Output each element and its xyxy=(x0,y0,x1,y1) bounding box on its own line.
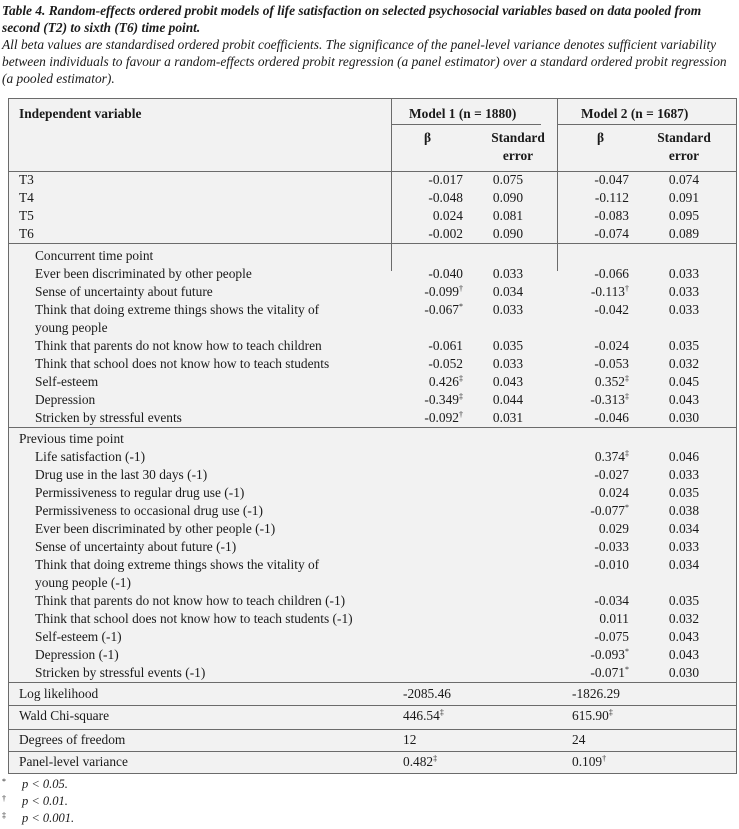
model-1-beta: -0.002 xyxy=(428,226,463,241)
table-row xyxy=(9,409,736,427)
row-label: Think that parents do not know how to teach children xyxy=(35,338,322,353)
model-1-se: 0.090 xyxy=(492,226,524,241)
summary-label: Panel-level variance xyxy=(19,754,128,769)
summary-label: Degrees of freedom xyxy=(19,732,126,747)
model-2-beta: 0.374‡ xyxy=(594,449,629,464)
model-2-beta: -0.083 xyxy=(594,208,629,223)
section-heading: Previous time point xyxy=(19,431,124,446)
model-2-se: 0.034 xyxy=(668,521,700,536)
model-2-beta: -0.074 xyxy=(594,226,629,241)
model-2-beta: -0.071* xyxy=(590,665,629,680)
model-1-underline xyxy=(391,124,541,125)
model-1-value: -2085.46 xyxy=(403,686,451,701)
row-label: T5 xyxy=(19,208,34,223)
row-label: Stricken by stressful events (-1) xyxy=(35,665,206,680)
significance-mark: † xyxy=(459,284,463,293)
row-label: Permissiveness to regular drug use (-1) xyxy=(35,485,245,500)
significance-mark: † xyxy=(625,284,629,293)
model-2-value: 615.90‡ xyxy=(572,708,613,723)
table-row xyxy=(9,484,736,502)
table-row xyxy=(9,466,736,484)
row-label: Depression xyxy=(35,392,96,407)
model-2-beta: -0.047 xyxy=(594,172,629,187)
model-2-se: 0.033 xyxy=(668,467,700,482)
model-2-se: 0.089 xyxy=(668,226,700,241)
model-2-se: 0.032 xyxy=(668,611,700,626)
model-1-beta: -0.040 xyxy=(428,266,463,281)
table-row xyxy=(9,610,736,628)
model-2-underline xyxy=(557,124,736,125)
model-2-beta: 0.024 xyxy=(598,485,629,500)
model-2-se: 0.091 xyxy=(668,190,700,205)
model-2-se: 0.043 xyxy=(668,647,700,662)
model-1-se: 0.031 xyxy=(492,410,524,425)
summary-row xyxy=(9,731,736,749)
model-2-se: 0.035 xyxy=(668,593,700,608)
model-2-value: -1826.29 xyxy=(572,686,620,701)
header-separator xyxy=(9,171,736,172)
table-caption xyxy=(2,2,737,87)
row-label: T3 xyxy=(19,172,34,187)
significance-mark: ‡ xyxy=(439,708,444,717)
model-1-value: 446.54‡ xyxy=(403,708,444,723)
table-row xyxy=(9,265,736,283)
header-model-1: Model 1 (n = 1880) xyxy=(409,106,517,121)
model-2-se: 0.032 xyxy=(668,356,700,371)
model-1-se: 0.033 xyxy=(492,356,524,371)
row-label: Depression (-1) xyxy=(35,647,119,662)
header-se-2-line2: error xyxy=(668,148,700,163)
summary-separator xyxy=(9,682,736,683)
summary-row xyxy=(9,685,736,703)
row-label: Think that doing extreme things shows the vitality of xyxy=(35,302,320,317)
footnote-symbol: † xyxy=(2,794,6,803)
table-row-continuation xyxy=(9,319,736,337)
footnote-text: p < 0.001. xyxy=(22,811,75,825)
summary-separator xyxy=(9,751,736,752)
table-note: All beta values are standardised ordered probit coefficients. The significance of the panel-level variance denotes sufficient variability between individuals to favour a random-effects ordered probit regression (a panel estimator) over a standard ordered probit regression (a pooled estimator). xyxy=(2,37,727,86)
header-se-1-line2: error xyxy=(502,148,534,163)
table-row xyxy=(9,448,736,466)
model-1-se: 0.081 xyxy=(492,208,524,223)
model-2-beta: 0.029 xyxy=(598,521,629,536)
row-label: T4 xyxy=(19,190,34,205)
model-2-beta: -0.113† xyxy=(590,284,629,299)
header-beta-1: β xyxy=(424,130,432,145)
table-row xyxy=(9,502,736,520)
row-label: Sense of uncertainty about future xyxy=(35,284,213,299)
model-2-se: 0.033 xyxy=(668,266,700,281)
model-1-beta: -0.048 xyxy=(428,190,463,205)
row-label: Think that parents do not know how to teach children (-1) xyxy=(35,593,346,608)
model-2-beta: 0.011 xyxy=(599,611,629,626)
results-table xyxy=(8,98,737,774)
significance-mark: ‡ xyxy=(459,392,463,401)
model-1-beta: -0.092† xyxy=(424,410,463,425)
model-1-value: 12 xyxy=(403,732,417,747)
table-row-continuation xyxy=(9,574,736,592)
significance-mark: ‡ xyxy=(433,754,438,763)
header-se-1: Standard xyxy=(491,130,545,145)
significance-mark: ‡ xyxy=(608,708,613,717)
model-1-se: 0.033 xyxy=(492,266,524,281)
model-2-se: 0.034 xyxy=(668,557,700,572)
model-2-se: 0.030 xyxy=(668,665,700,680)
model-2-se: 0.045 xyxy=(668,374,700,389)
model-2-se: 0.043 xyxy=(668,392,700,407)
model-2-se: 0.095 xyxy=(668,208,700,223)
table-row xyxy=(9,520,736,538)
row-label: Ever been discriminated by other people (-1) xyxy=(35,521,276,536)
row-label: Think that school does not know how to teach students (-1) xyxy=(35,611,353,626)
row-label-continued: young people (-1) xyxy=(35,575,131,590)
model-1-se: 0.043 xyxy=(492,374,524,389)
row-label: Self-esteem xyxy=(35,374,99,389)
model-2-value: 24 xyxy=(572,732,586,747)
table-row xyxy=(9,355,736,373)
header-model-2: Model 2 (n = 1687) xyxy=(581,106,689,121)
header-beta-2: β xyxy=(597,130,605,145)
model-1-beta: -0.349‡ xyxy=(424,392,463,407)
model-2-beta: -0.093* xyxy=(590,647,629,662)
table-row xyxy=(9,628,736,646)
significance-mark: * xyxy=(625,503,629,512)
table-row xyxy=(9,556,736,574)
model-1-se: 0.034 xyxy=(492,284,524,299)
significance-mark: * xyxy=(625,665,629,674)
significance-mark: ‡ xyxy=(625,374,629,383)
model-2-beta: -0.075 xyxy=(594,629,629,644)
model-2-beta: -0.027 xyxy=(594,467,629,482)
model-2-se: 0.033 xyxy=(668,302,700,317)
row-label: Ever been discriminated by other people xyxy=(35,266,252,281)
row-label: Life satisfaction (-1) xyxy=(35,449,146,464)
header-independent-variable: Independent variable xyxy=(19,106,142,121)
table-row xyxy=(9,646,736,664)
footnote-symbol: * xyxy=(2,777,6,786)
row-label: Think that school does not know how to teach students xyxy=(35,356,330,371)
table-row-time xyxy=(9,225,736,243)
significance-mark: † xyxy=(459,410,463,419)
row-label: T6 xyxy=(19,226,34,241)
table-row xyxy=(9,592,736,610)
model-1-se: 0.075 xyxy=(492,172,524,187)
summary-row xyxy=(9,707,736,725)
summary-row xyxy=(9,753,736,771)
significance-mark: * xyxy=(625,647,629,656)
significance-mark: ‡ xyxy=(625,392,629,401)
row-label: Permissiveness to occasional drug use (-1) xyxy=(35,503,263,518)
model-2-beta: -0.313‡ xyxy=(590,392,629,407)
model-2-beta: -0.010 xyxy=(594,557,629,572)
table-row xyxy=(9,664,736,682)
model-1-beta: -0.067* xyxy=(424,302,463,317)
summary-label: Log likelihood xyxy=(19,686,99,701)
table-row-time xyxy=(9,171,736,189)
summary-separator xyxy=(9,729,736,730)
section-heading-previous xyxy=(9,430,736,448)
table-row xyxy=(9,283,736,301)
model-2-se: 0.074 xyxy=(668,172,700,187)
model-2-value: 0.109† xyxy=(572,754,607,769)
model-1-beta: 0.426‡ xyxy=(428,374,463,389)
row-label: Stricken by stressful events xyxy=(35,410,182,425)
time-separator xyxy=(9,243,736,244)
row-label: Think that doing extreme things shows the vitality of xyxy=(35,557,320,572)
row-label: Sense of uncertainty about future (-1) xyxy=(35,539,237,554)
model-2-se: 0.033 xyxy=(668,539,700,554)
row-label-continued: young people xyxy=(35,320,108,335)
row-label: Drug use in the last 30 days (-1) xyxy=(35,467,208,482)
model-1-se: 0.090 xyxy=(492,190,524,205)
table-row-time xyxy=(9,207,736,225)
significance-mark: ‡ xyxy=(625,449,629,458)
table-row-time xyxy=(9,189,736,207)
summary-label: Wald Chi-square xyxy=(19,708,110,723)
table-title: Table 4. Random-effects ordered probit models of life satisfaction on selected psychosocial variables based on data pooled from second (T2) to sixth (T6) time point. xyxy=(2,3,702,35)
significance-mark: ‡ xyxy=(459,374,463,383)
row-label: Self-esteem (-1) xyxy=(35,629,122,644)
model-1-se: 0.044 xyxy=(492,392,524,407)
table-row xyxy=(9,391,736,409)
model-2-beta: -0.077* xyxy=(590,503,629,518)
model-1-value: 0.482‡ xyxy=(403,754,438,769)
model-2-beta: -0.042 xyxy=(594,302,629,317)
significance-mark: * xyxy=(459,302,463,311)
table-row xyxy=(9,337,736,355)
model-2-beta: -0.112 xyxy=(594,190,629,205)
model-2-se: 0.035 xyxy=(668,338,700,353)
significance-mark: † xyxy=(602,754,607,763)
model-2-beta: -0.053 xyxy=(594,356,629,371)
model-1-beta: -0.017 xyxy=(428,172,463,187)
table-row xyxy=(9,373,736,391)
model-1-beta: -0.052 xyxy=(428,356,463,371)
model-2-se: 0.035 xyxy=(668,485,700,500)
model-2-se: 0.033 xyxy=(668,284,700,299)
model-1-se: 0.033 xyxy=(492,302,524,317)
model-2-beta: -0.024 xyxy=(594,338,629,353)
model-2-se: 0.043 xyxy=(668,629,700,644)
footnote-text: p < 0.01. xyxy=(22,794,68,808)
model-2-se: 0.030 xyxy=(668,410,700,425)
table-row xyxy=(9,538,736,556)
header-se-2: Standard xyxy=(657,130,711,145)
model-2-beta: -0.033 xyxy=(594,539,629,554)
section-heading: Concurrent time point xyxy=(35,248,154,263)
footnote-text: p < 0.05. xyxy=(22,777,68,791)
section-heading-concurrent xyxy=(9,247,736,265)
model-2-se: 0.046 xyxy=(668,449,700,464)
model-2-beta: -0.034 xyxy=(594,593,629,608)
model-2-beta: -0.066 xyxy=(594,266,629,281)
table-row xyxy=(9,301,736,319)
concurrent-separator xyxy=(9,427,736,428)
model-2-beta: 0.352‡ xyxy=(594,374,629,389)
model-1-se: 0.035 xyxy=(492,338,524,353)
model-2-beta: -0.046 xyxy=(594,410,629,425)
footnote-symbol: ‡ xyxy=(2,811,6,820)
model-1-beta: 0.024 xyxy=(432,208,463,223)
summary-separator xyxy=(9,705,736,706)
model-2-se: 0.038 xyxy=(668,503,700,518)
model-1-beta: -0.061 xyxy=(428,338,463,353)
model-1-beta: -0.099† xyxy=(424,284,463,299)
